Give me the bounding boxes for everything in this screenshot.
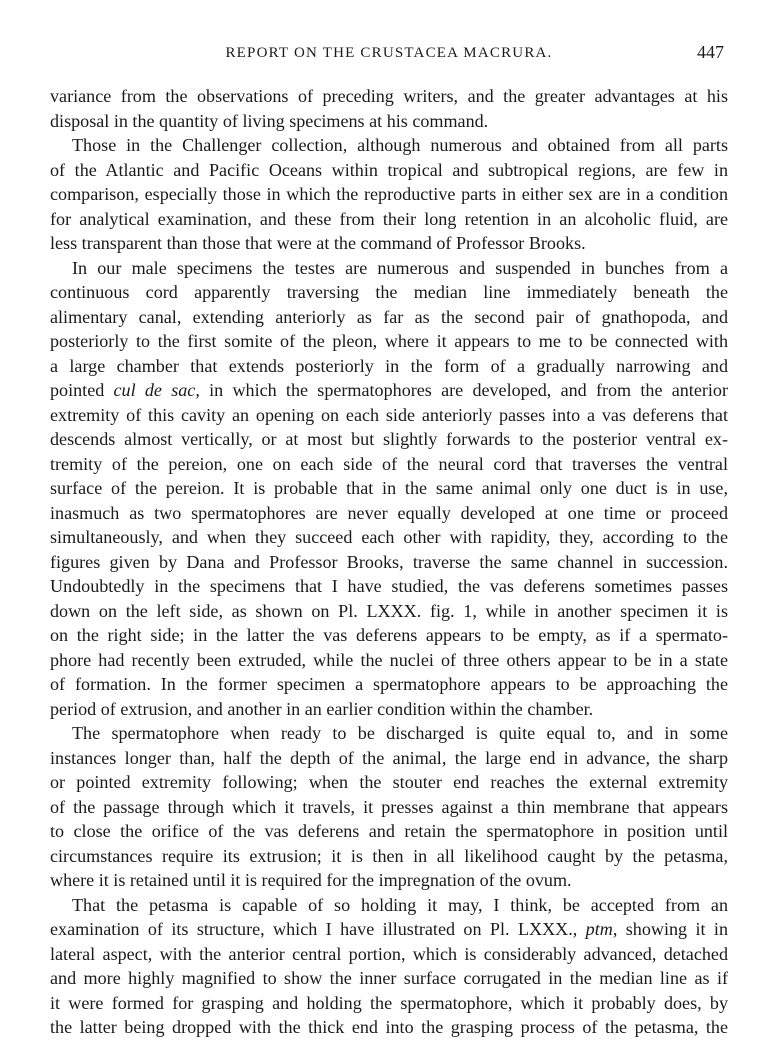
text-line: inasmuch as two spermatophores are never equally developed at one time or proceed — [50, 502, 728, 523]
paragraph — [50, 256, 728, 722]
text-line: period of extrusion, and another in an earlier condition within the chamber. — [50, 698, 594, 719]
text-line: or pointed extremity following; when the stouter end reaches the external extremity — [50, 772, 728, 792]
text-line: alimentary canal, extending anteriorly as far as the second pair of gnathopoda, and — [50, 306, 728, 327]
text-line: the latter being dropped with the thick end into the grasping process of the petasma, the — [50, 1017, 728, 1037]
page-number: 447 — [697, 42, 724, 62]
paragraph — [50, 84, 728, 133]
text-line: circumstances require its extrusion; it is then in all likelihood caught by the petasma, — [50, 845, 728, 866]
text-line: In our male specimens the testes are numerous and suspended in bunches from a — [72, 257, 728, 278]
text-line: surface of the pereion. It is probable that in the same animal only one duct is in use, — [50, 478, 728, 498]
text-line: comparison, especially those in which the reproductive parts in either sex are in a condition — [50, 184, 728, 204]
text-line: That the petasma is capable of so holding it may, I think, be accepted from an — [72, 894, 728, 915]
text-line: to close the orifice of the vas deferens and retain the spermatophore in position until — [50, 821, 728, 841]
text-line: for analytical examination, and these from their long retention in an alcoholic fluid, are — [50, 208, 728, 229]
text-line: and more highly magnified to show the inner surface corrugated in the median line as if — [50, 968, 728, 988]
text-line: extremity of this cavity an opening on each side anteriorly passes into a vas deferens that — [50, 404, 728, 425]
text-line: a large chamber that extends posteriorly in the form of a gradually narrowing and — [50, 355, 728, 376]
text-line: variance from the observations of preceding writers, and the greater advantages at his — [50, 86, 728, 106]
text-line: figures given by Dana and Professor Brooks, traverse the same channel in succession. — [50, 551, 728, 572]
text-line: on the right side; in the latter the vas deferens appears to be empty, as if a spermato- — [50, 625, 728, 645]
page-header — [52, 42, 726, 66]
text-line: of formation. In the former specimen a spermatophore appears to be approaching the — [50, 674, 728, 694]
text-line: Those in the Challenger collection, although numerous and obtained from all parts — [72, 135, 728, 155]
body-text — [50, 84, 728, 1040]
paragraph — [50, 893, 728, 1040]
text-line: instances longer than, half the depth of the animal, the large end in advance, the sharp — [50, 747, 728, 768]
text-line: phore had recently been extruded, while the nuclei of three others appear to be in a state — [50, 649, 728, 670]
text-line: lateral aspect, with the anterior central portion, which is considerably advanced, detached — [50, 943, 728, 964]
text-line: posteriorly to the first somite of the pleon, where it appears to me to be connected with — [50, 331, 728, 351]
text-line: where it is retained until it is required for the impregnation of the ovum. — [50, 870, 572, 890]
text-line: tremity of the pereion, one on each side of the neural cord that traverses the ventral — [50, 453, 728, 474]
text-line: Undoubtedly in the specimens that I have studied, the vas deferens sometimes passes — [50, 576, 728, 596]
text-line: of the passage through which it travels, it presses against a thin membrane that appears — [50, 796, 728, 817]
text-line: continuous cord apparently traversing the median line immediately beneath the — [50, 282, 728, 302]
text-line: it were formed for grasping and holding the spermatophore, which it probably does, by — [50, 992, 728, 1013]
text-line: down on the left side, as shown on Pl. LXXX. fig. 1, while in another specimen it is — [50, 600, 728, 621]
text-line: examination of its structure, which I have illustrated on Pl. LXXX., ptm, showing it in — [50, 919, 729, 939]
paragraph — [50, 721, 728, 893]
text-line: descends almost vertically, or at most but slightly forwards to the posterior ventral ex- — [50, 429, 728, 449]
text-line: less transparent than those that were at the command of Professor Brooks. — [50, 233, 586, 253]
text-line: disposal in the quantity of living specimens at his command. — [50, 110, 489, 131]
running-title: REPORT ON THE CRUSTACEA MACRURA. — [225, 45, 553, 61]
text-line: of the Atlantic and Pacific Oceans within tropical and subtropical regions, are few in — [50, 159, 728, 180]
text-line: pointed cul de sac, in which the spermatophores are developed, and from the anterior — [50, 380, 728, 400]
paragraph — [50, 133, 728, 256]
text-line: simultaneously, and when they succeed each other with rapidity, they, according to the — [50, 527, 728, 547]
text-line: The spermatophore when ready to be discharged is quite equal to, and in some — [72, 723, 728, 743]
